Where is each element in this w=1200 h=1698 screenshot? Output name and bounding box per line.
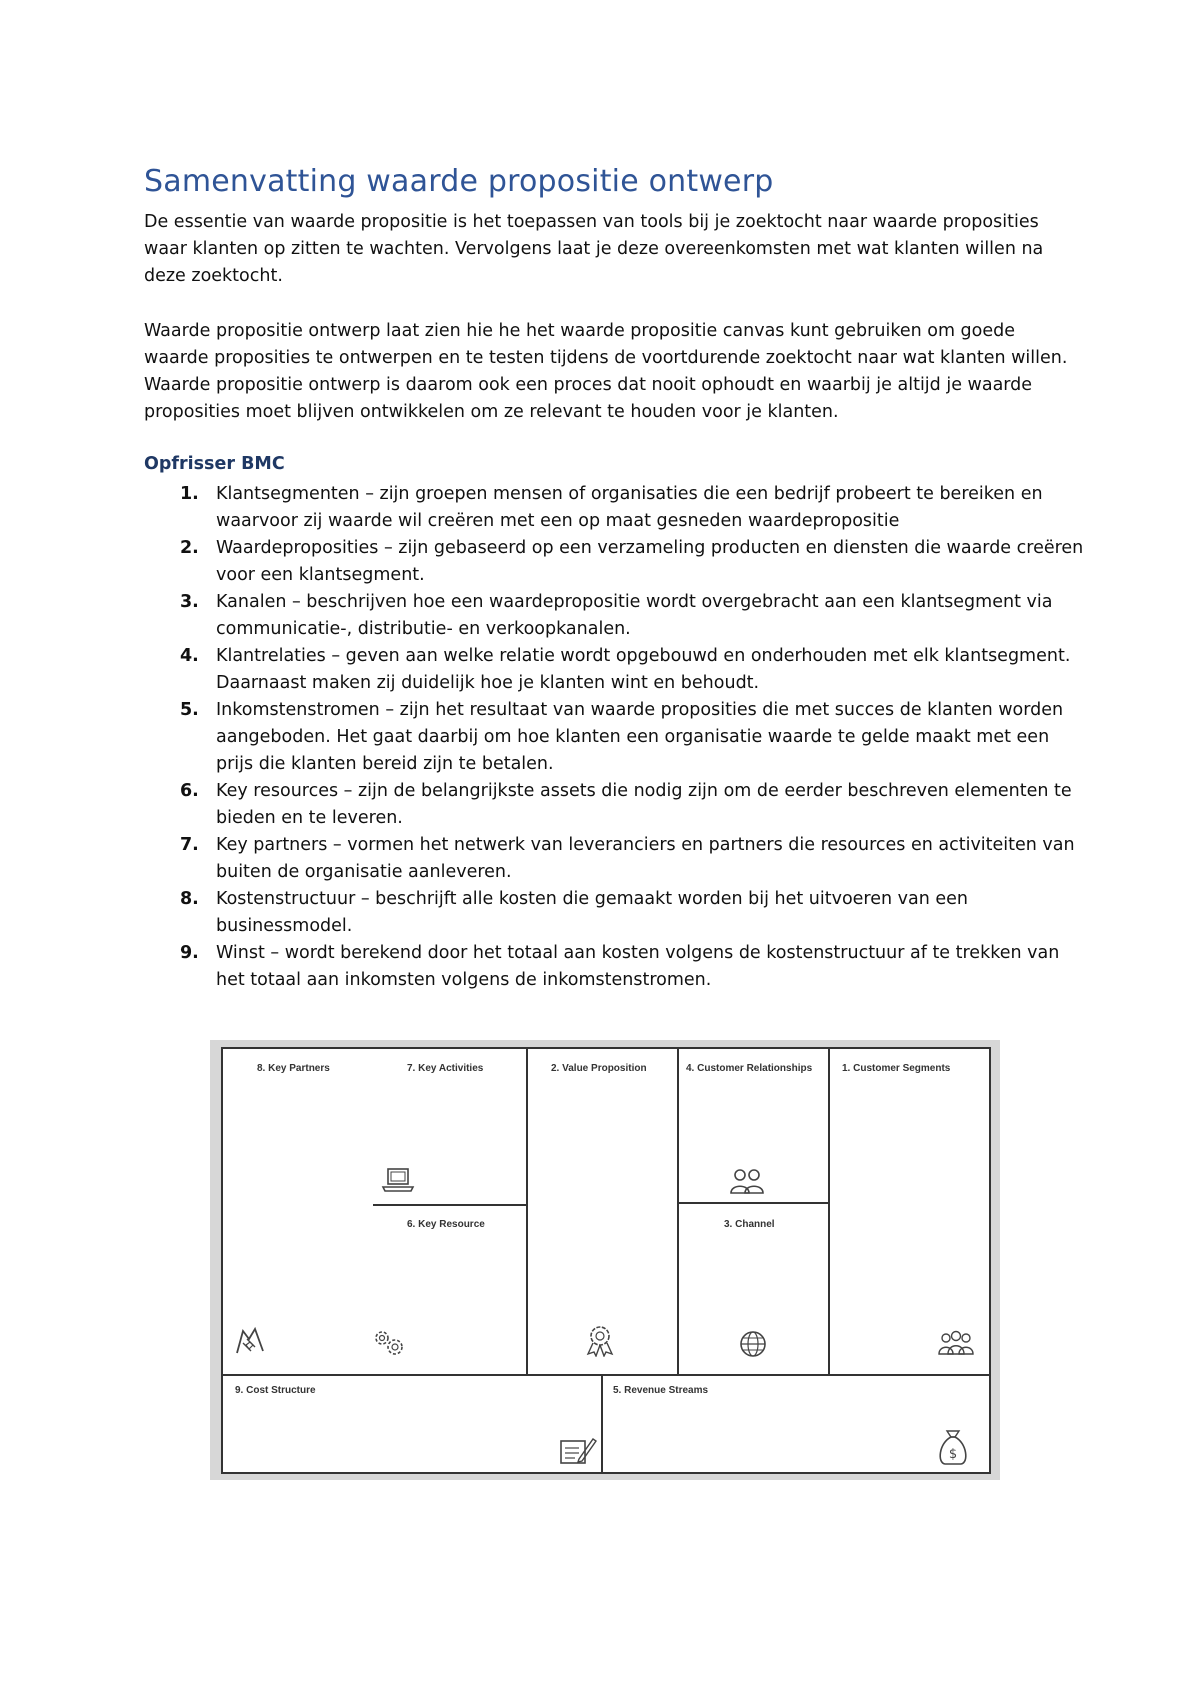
list-item (144, 778, 1084, 832)
list-text: Kostenstructuur – beschrijft alle kosten die gemaakt worden bij het uitvoeren van een businessmodel. (216, 889, 969, 936)
list-number: 4. (180, 646, 199, 666)
label-channel: 3. Channel (724, 1219, 775, 1230)
list-number: 3. (180, 592, 199, 612)
list-text: Key partners – vormen het netwerk van leveranciers en partners die resources en activiteiten van buiten de organisatie aanleveren. (216, 835, 1075, 882)
label-key-partners: 8. Key Partners (257, 1063, 330, 1074)
list-number: 8. (180, 889, 199, 909)
label-value-proposition: 2. Value Proposition (551, 1063, 647, 1074)
list-number: 6. (180, 781, 199, 801)
list-item (144, 940, 1084, 994)
list-number: 5. (180, 700, 199, 720)
list-text: Winst – wordt berekend door het totaal aan kosten volgens de kostenstructuur af te trekken van het totaal aan inkomsten volgens de inkomstenstromen. (216, 943, 1060, 990)
list-item (144, 832, 1084, 886)
list-item (144, 481, 1084, 535)
canvas-divider-cost-revenue (601, 1375, 603, 1473)
list-number: 9. (180, 943, 199, 963)
list-text: Kanalen – beschrijven hoe een waardepropositie wordt overgebracht aan een klantsegment via communicatie-, distributie- en verkoopkanalen. (216, 592, 1053, 639)
globe-icon (738, 1329, 768, 1359)
canvas-divider-bottom-row (221, 1374, 991, 1376)
label-cost-structure: 9. Cost Structure (235, 1385, 316, 1396)
handshake-icon (233, 1323, 267, 1357)
list-item (144, 589, 1084, 643)
people-pair-icon (729, 1167, 765, 1195)
document-pen-icon (559, 1435, 597, 1467)
list-number: 7. (180, 835, 199, 855)
money-bag-icon (935, 1427, 971, 1467)
bmc-list (144, 481, 1084, 994)
section-heading: Opfrisser BMC (144, 454, 285, 474)
business-model-canvas (221, 1047, 991, 1474)
canvas-border-right (989, 1047, 991, 1474)
second-paragraph: Waarde propositie ontwerp laat zien hie he het waarde propositie canvas kunt gebruiken om goede waarde proposities te ontwerpen en te testen tijdens de voortdurende zoektocht naar wat klanten willen. Waarde propositie ontwerp is daarom ook een proces dat nooit ophoudt en waarbij je altijd je waarde proposities moet blijven ontwikkelen om ze relevant te houden voor je klanten. (144, 321, 1068, 422)
canvas-divider-segments (828, 1047, 830, 1375)
list-number: 1. (180, 484, 199, 504)
canvas-divider-value-right (677, 1047, 679, 1375)
list-text: Klantrelaties – geven aan welke relatie wordt opgebouwd en onderhouden met elk klantsegment. Daarnaast maken zij duidelijk hoe je klanten wint en behoudt. (216, 646, 1071, 693)
list-item (144, 643, 1084, 697)
list-item (144, 886, 1084, 940)
label-key-resource: 6. Key Resource (407, 1219, 485, 1230)
intro-paragraph: De essentie van waarde propositie is het toepassen van tools bij je zoektocht naar waarde proposities waar klanten op zitten te wachten. Vervolgens laat je deze overeenkomsten met wat klanten willen na deze zoektocht. (144, 212, 1044, 286)
canvas-divider-key-resource (373, 1204, 527, 1206)
label-customer-segments: 1. Customer Segments (842, 1063, 951, 1074)
label-revenue-streams: 5. Revenue Streams (613, 1385, 709, 1396)
svg-text:$: $ (948, 1447, 958, 1462)
canvas-border-bottom (221, 1472, 991, 1474)
list-text: Klantsegmenten – zijn groepen mensen of organisaties die een bedrijf probeert te bereiken en waarvoor zij waarde wil creëren met een op maat gesneden waardepropositie (216, 484, 1043, 531)
canvas-border-top (221, 1047, 991, 1049)
canvas-border-left (221, 1047, 223, 1474)
canvas-divider-channel (678, 1202, 829, 1204)
list-item (144, 535, 1084, 589)
gears-icon (371, 1327, 407, 1357)
canvas-divider-value-left (526, 1047, 528, 1375)
laptop-icon (381, 1167, 415, 1193)
list-item (144, 697, 1084, 778)
people-group-icon (937, 1329, 975, 1357)
list-text: Key resources – zijn de belangrijkste assets die nodig zijn om de eerder beschreven elementen te bieden en te leveren. (216, 781, 1072, 828)
list-text: Waardeproposities – zijn gebaseerd op een verzameling producten en diensten die waarde creëren voor een klantsegment. (216, 538, 1084, 585)
label-customer-relationships: 4. Customer Relationships (686, 1063, 813, 1074)
page-title: Samenvatting waarde propositie ontwerp (144, 164, 774, 199)
award-icon (583, 1323, 617, 1357)
label-key-activities: 7. Key Activities (407, 1063, 484, 1074)
list-text: Inkomstenstromen – zijn het resultaat van waarde proposities die met succes de klanten worden aangeboden. Het gaat daarbij om hoe klanten een organisatie waarde te gelde maakt met een prijs die klanten bereid zijn te betalen. (216, 700, 1064, 774)
list-number: 2. (180, 538, 199, 558)
